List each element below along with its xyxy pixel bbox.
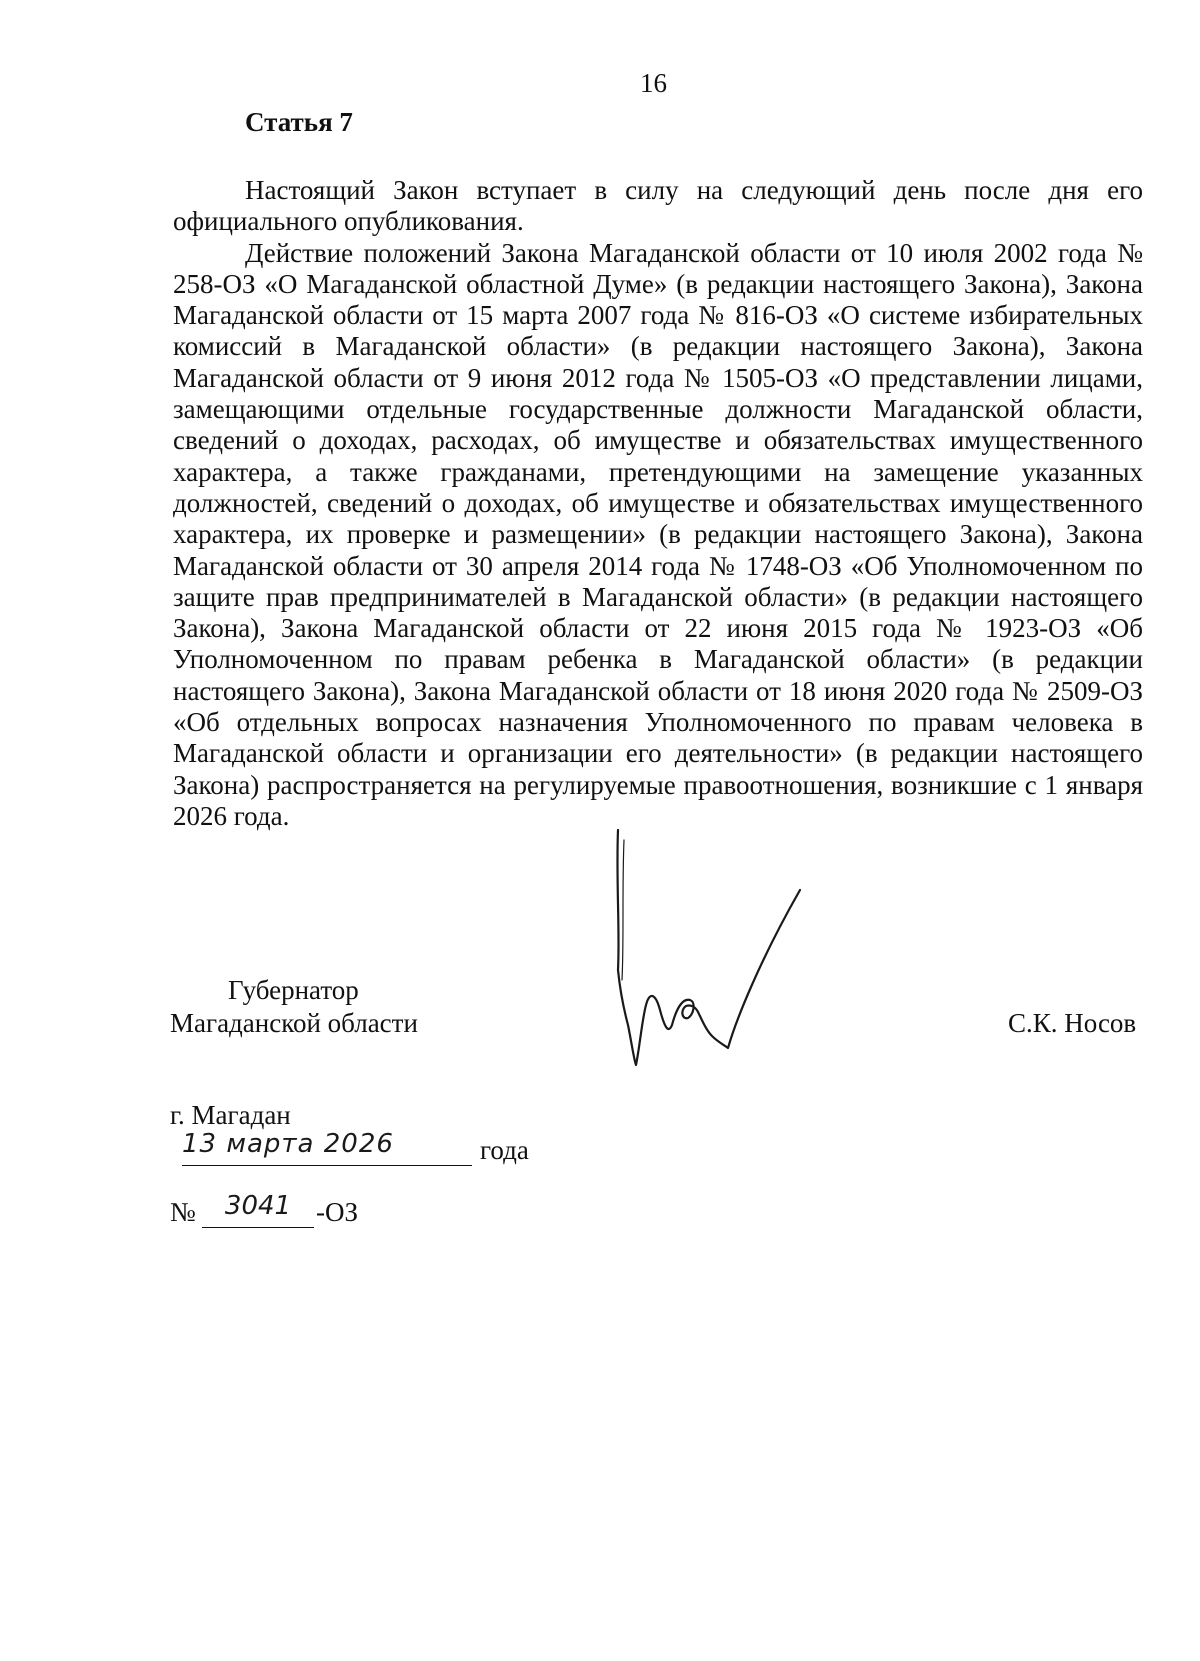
law-number [170,1191,570,1237]
number-suffix: -ОЗ [316,1197,359,1227]
governor-region: Магаданской области [170,1008,418,1038]
article-body [173,175,1143,832]
signing-date [170,1129,570,1175]
article-title: Статья 7 [245,107,353,137]
number-sign: № [170,1197,196,1227]
date-suffix: года [480,1135,529,1165]
handwritten-signature [610,820,840,1070]
date-handwritten: 13 марта 2026 [182,1129,472,1166]
paragraph-entry-into-force: Настоящий Закон вступает в силу на следующий день после дня его официального опубликования. [173,175,1143,237]
page-number: 16 [640,68,667,98]
governor-title: Губернатор [228,975,359,1005]
number-handwritten: 3041 [202,1191,314,1228]
paragraph-retroactive-effect: Действие положений Закона Магаданской области от 10 июля 2002 года № 258-ОЗ «О Магаданской областной Думе» (в редакции настоящего Закона), Закона Магаданской области от 15 марта 2007 года № 816-ОЗ «О системе избирательных комиссий в Магаданской области» (в редакции настоящего Закона), Закона Магаданской области от 9 июня 2012 года № 1505-ОЗ «О представлении лицами, замещающими отдельные государственные должности Магаданской области, сведений о доходах, расходах, об имуществе и обязательствах имущественного характера, а также гражданами, претендующими на замещение указанных должностей, сведений о доходах, об имуществе и обязательствах имущественного характера, их проверке и размещении» (в редакции настоящего Закона), Закона Магаданской области от 30 апреля 2014 года № 1748-ОЗ «Об Уполномоченном по защите прав предпринимателей в Магаданской области» (в редакции настоящего Закона), Закона Магаданской области от 22 июня 2015 года № 1923-ОЗ «Об Уполномоченном по правам ребенка в Магаданской области» (в редакции настоящего Закона), Закона Магаданской области от 18 июня 2020 года № 2509-ОЗ «Об отдельных вопросах назначения Уполномоченного по правам человека в Магаданской области и организации его деятельности» (в редакции настоящего Закона) распространяется на регулируемые правоотношения, возникшие с 1 января 2026 года. [173,237,1143,831]
governor-name: С.К. Носов [1008,1008,1137,1038]
city: г. Магадан [170,1100,291,1130]
